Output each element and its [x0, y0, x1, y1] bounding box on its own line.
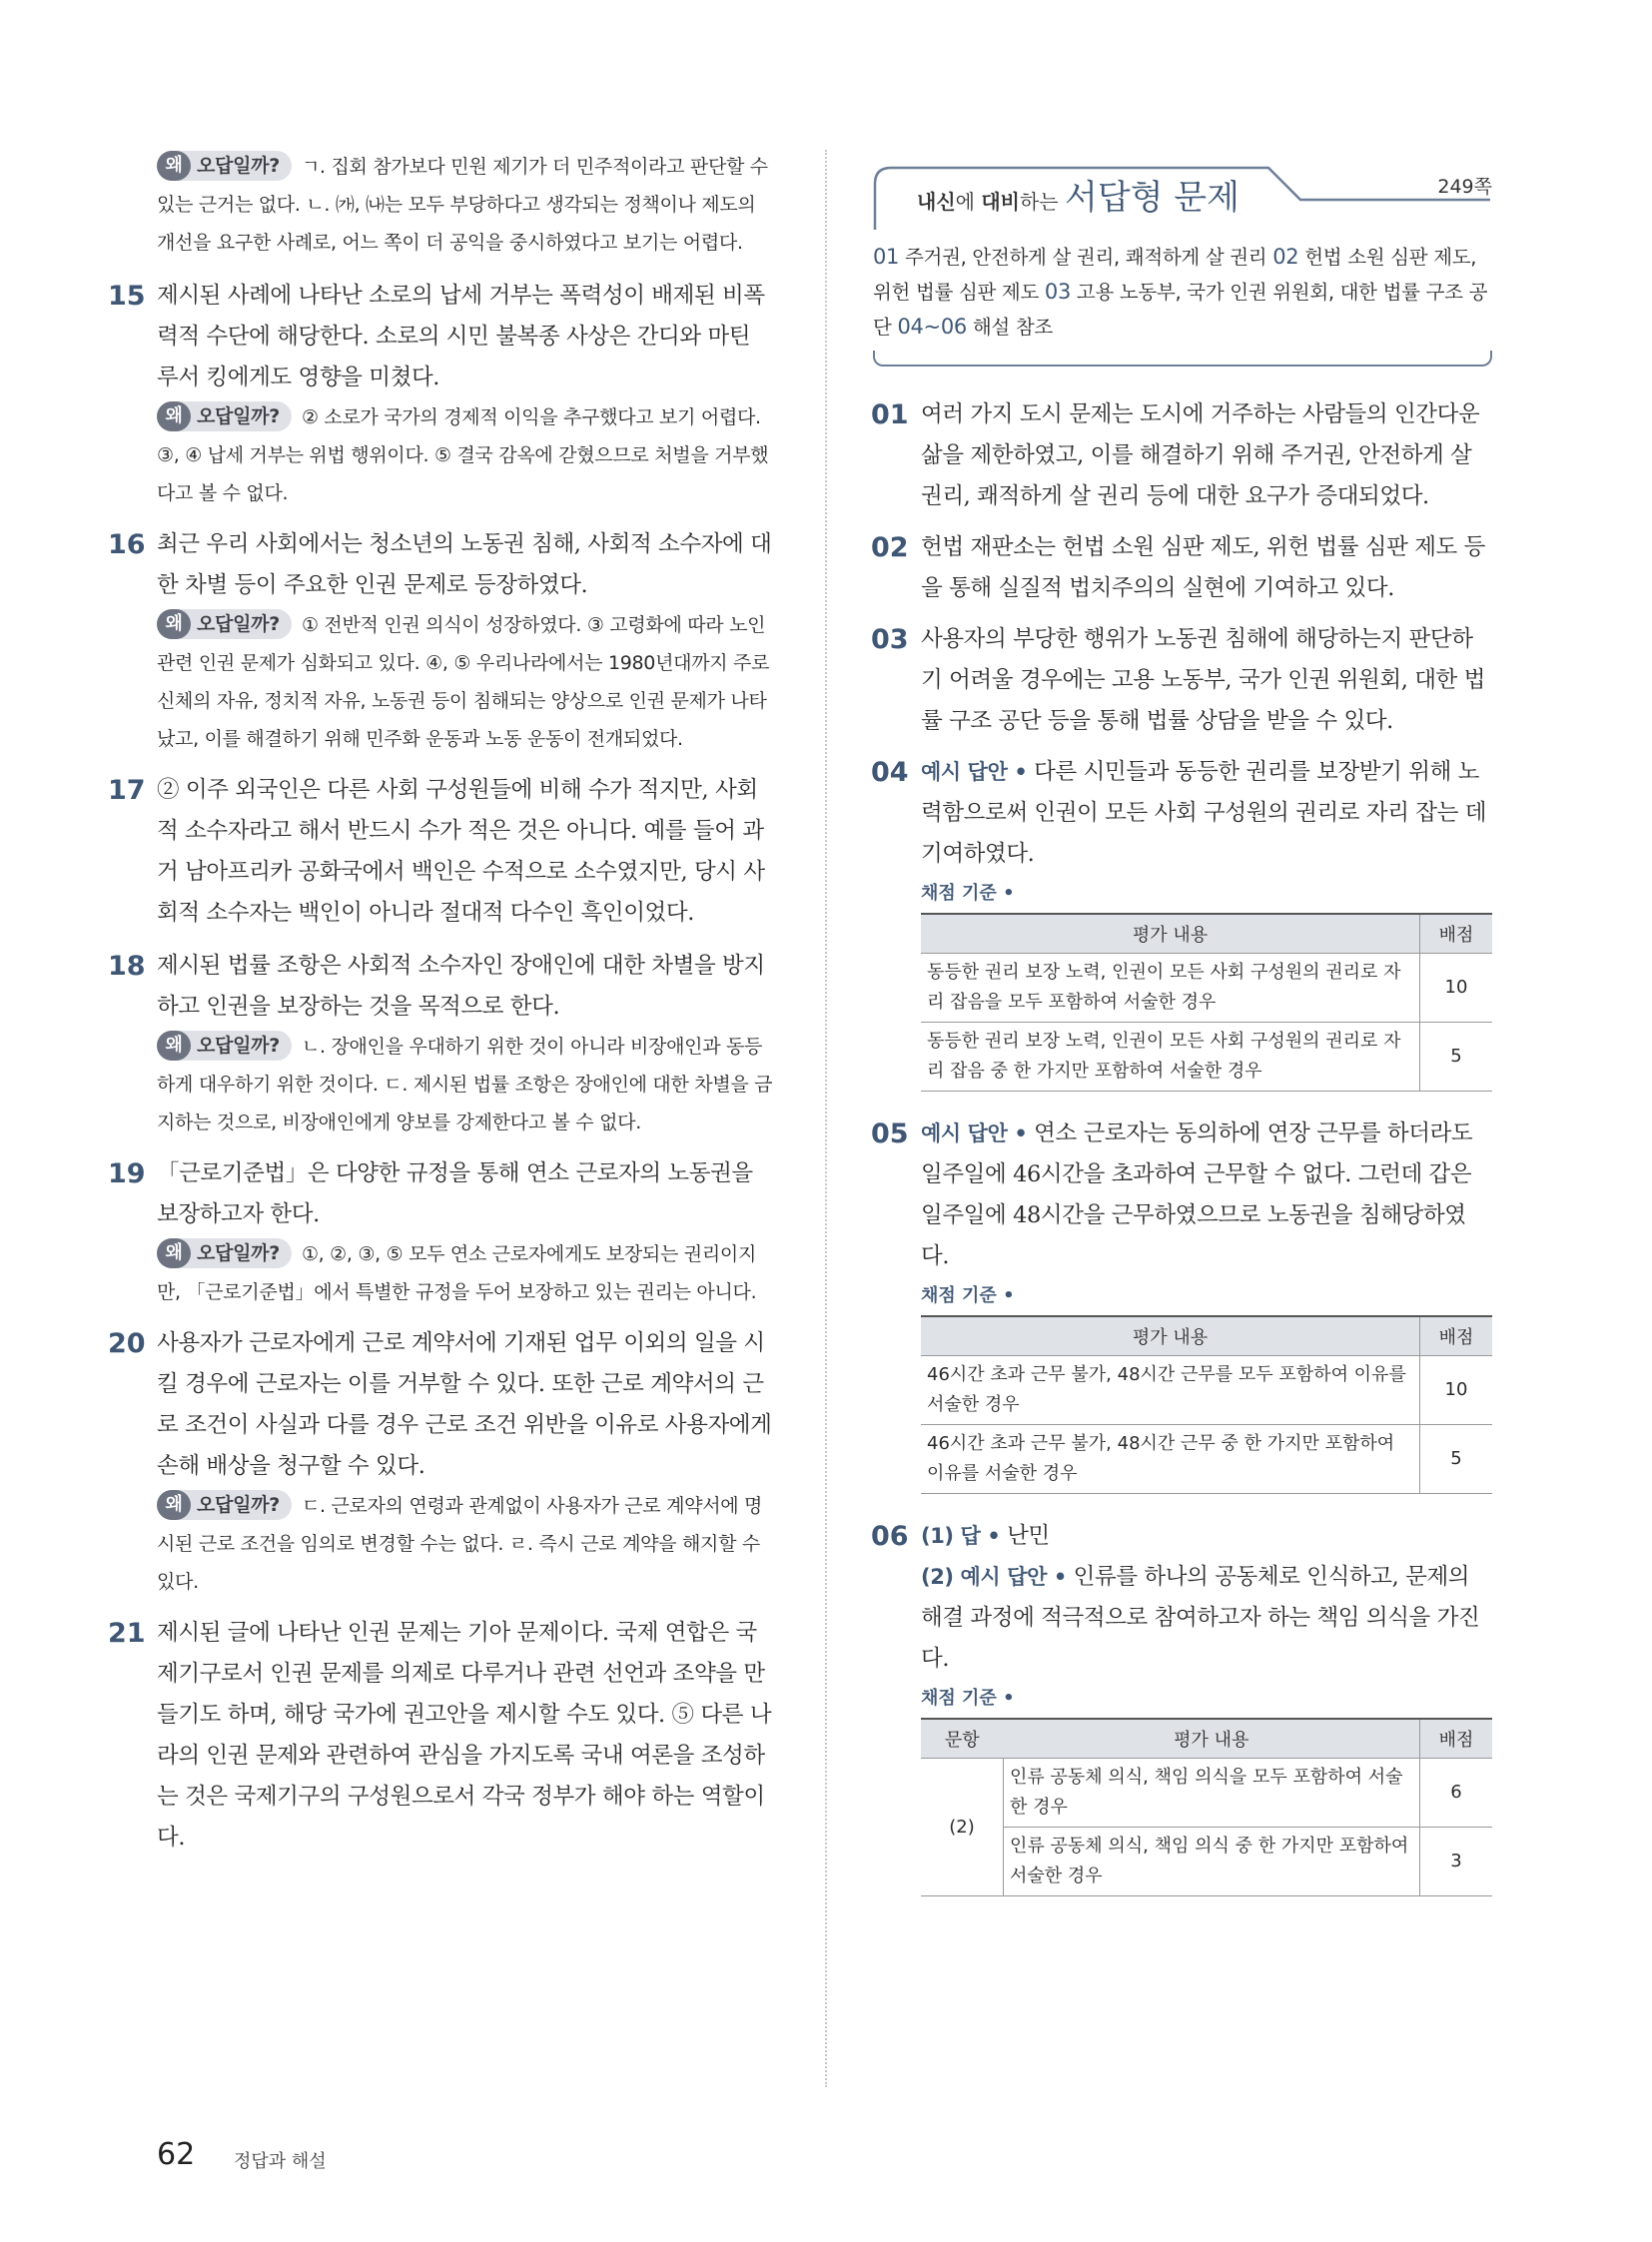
table-row [921, 1759, 1492, 1828]
scoring-table-05 [921, 1315, 1492, 1494]
col-header: 배점 [1420, 914, 1493, 954]
page-number: 62 [157, 2137, 196, 2172]
why-badge [157, 1031, 292, 1061]
answer-01 [873, 394, 1492, 517]
example-label: (2) 예시 답안 • [921, 1565, 1067, 1589]
why-label: 오답일까? [197, 1034, 280, 1057]
why-note [157, 398, 776, 512]
summary-text: 해설 참조 [966, 316, 1053, 339]
col-header: 평가 내용 [921, 1316, 1420, 1356]
why-note [157, 606, 776, 758]
why-note [157, 1235, 776, 1311]
question-number: 17 [108, 775, 146, 806]
example-label: 예시 답안 • [921, 760, 1028, 784]
why-mark: 왜 [157, 1238, 191, 1268]
col-header: 배점 [1420, 1316, 1493, 1356]
example-text: 연소 근로자는 동의하에 연장 근무를 하더라도 일주일에 46시간을 초과하여 근무할 수 없다. 그런데 갑은 일주일에 48시간을 근무하였으므로 노동권을 침해당하였다. [921, 1121, 1473, 1269]
question-18 [108, 946, 776, 1141]
question-text: 제시된 글에 나타난 인권 문제는 기아 문제이다. 국제 연합은 국제기구로서 인권 문제를 의제로 다루거나 관련 선언과 조약을 만들기도 하며, 해당 국가에 권고안을 제시할 수도 있다. ⑤ 다른 나라의 인권 문제와 관련하여 관심을 가지도록 국내 여론을 조성하는 것은 국제기구의 구성원으로서 각국 정부가 해야 하는 역할이다. [157, 1620, 772, 1851]
table-row [921, 1828, 1492, 1896]
question-15 [108, 276, 776, 512]
section-title [917, 170, 1239, 219]
summary-text: 고용 노동부, 국가 인권 위원회, 대한 법률 구조 공단 [873, 281, 1488, 339]
footer-title: 정답과 해설 [234, 2151, 327, 2172]
table-cell: 46시간 초과 근무 불가, 48시간 근무를 모두 포함하여 이유를 서술한 경우 [921, 1356, 1420, 1425]
col-header: 배점 [1420, 1719, 1493, 1759]
why-badge [157, 1238, 292, 1268]
question-17 [108, 770, 776, 934]
example-text: 인류를 하나의 공동체로 인식하고, 문제의 해결 과정에 적극적으로 참여하고자 하는 책임 의식을 가진다. [921, 1564, 1480, 1672]
why-mark: 왜 [157, 609, 191, 639]
summary-text: 주거권, 안전하게 살 권리, 쾌적하게 살 권리 [899, 246, 1273, 269]
table-cell: 동등한 권리 보장 노력, 인권이 모든 사회 구성원의 권리로 자리 잡음 중 한 가지만 포함하여 서술한 경우 [921, 1023, 1420, 1092]
table-cell: 10 [1420, 954, 1493, 1023]
column-divider [825, 150, 827, 2087]
question-20 [108, 1323, 776, 1601]
answer-number: 06 [871, 1521, 909, 1552]
answer-summary [873, 240, 1492, 345]
question-text: 「근로기준법」은 다양한 규정을 통해 연소 근로자의 노동권을 보장하고자 한다. [157, 1160, 753, 1227]
question-number: 19 [108, 1158, 146, 1189]
left-column [108, 148, 776, 1870]
col-header: 문항 [921, 1719, 1004, 1759]
scoring-table-04 [921, 913, 1492, 1092]
why-text: ㄷ. 근로자의 연령과 관계없이 사용자가 근로 계약서에 명시된 근로 조건을 임의로 변경할 수는 없다. ㄹ. 즉시 근로 계약을 해지할 수 있다. [157, 1495, 763, 1593]
table-cell: 동등한 권리 보장 노력, 인권이 모든 사회 구성원의 권리로 자리 잡음을 모두 포함하여 서술한 경우 [921, 954, 1420, 1023]
answer-text [921, 1516, 1492, 1557]
criteria-label: 채점 기준 • [921, 883, 1015, 904]
answer-text: 헌법 재판소는 헌법 소원 심판 제도, 위헌 법률 심판 제도 등을 통해 실질적 법치주의의 실현에 기여하고 있다. [921, 534, 1485, 601]
title-part: 대비 [981, 190, 1020, 214]
question-text: 제시된 법률 조항은 사회적 소수자인 장애인에 대한 차별을 방지하고 인권을 보장하는 것을 목적으로 한다. [157, 953, 765, 1020]
table-cell: 5 [1420, 1425, 1493, 1494]
answer-text [921, 1114, 1492, 1277]
answer-02 [873, 527, 1492, 609]
question-number: 16 [108, 529, 146, 560]
table-cell: 3 [1420, 1828, 1493, 1896]
answer-number: 02 [871, 532, 909, 563]
answer-number: 03 [871, 624, 909, 655]
example-label: 예시 답안 • [921, 1121, 1028, 1145]
table-cell: 46시간 초과 근무 불가, 48시간 근무 중 한 가지만 포함하여 이유를 서술한 경우 [921, 1425, 1420, 1494]
answer-number: 04 [871, 757, 909, 788]
why-text: ①, ②, ③, ⑤ 모두 연소 근로자에게도 보장되는 권리이지만, 「근로기준법」에서 특별한 규정을 두어 보장하고 있는 권리는 아니다. [157, 1243, 757, 1303]
title-part: 하는 [1019, 190, 1065, 214]
table-cell: (2) [921, 1759, 1004, 1896]
question-16 [108, 524, 776, 758]
table-row [921, 1425, 1492, 1494]
answer-03 [873, 619, 1492, 742]
why-note [157, 148, 776, 262]
summary-rule [873, 351, 1492, 367]
why-text: ② 소로가 국가의 경제적 이익을 추구했다고 보기 어렵다. ③, ④ 납세 거부는 위법 행위이다. ⑤ 결국 감옥에 갇혔으므로 처벌을 거부했다고 볼 수 없다. [157, 406, 769, 504]
question-text: 제시된 사례에 나타난 소로의 납세 거부는 폭력성이 배제된 비폭력적 수단에 해당한다. 소로의 시민 불복종 사상은 간디와 마틴 루서 킹에게도 영향을 미쳤다. [157, 283, 765, 390]
criteria-label: 채점 기준 • [921, 1688, 1015, 1709]
why-badge [157, 151, 292, 181]
answer-value: 난민 [1000, 1523, 1050, 1549]
table-cell: 인류 공동체 의식, 책임 의식을 모두 포함하여 서술한 경우 [1004, 1759, 1420, 1828]
section-header [873, 160, 1492, 232]
answer-04 [873, 752, 1492, 875]
answer-06 [873, 1516, 1492, 1680]
question-number: 20 [108, 1328, 146, 1359]
why-text: ㄱ. 집회 참가보다 민원 제기가 더 민주적이라고 판단할 수 있는 근거는 없다. ㄴ. ㈎, ㈏는 모두 부당하다고 생각되는 정책이나 제도의 개선을 요구한 사례로, 어느 쪽이 더 공익을 중시하였다고 보기는 어렵다. [157, 156, 768, 254]
answer-number: 01 [871, 399, 909, 430]
table-cell: 10 [1420, 1356, 1493, 1425]
summary-number: 01 [873, 245, 900, 269]
right-column [873, 160, 1492, 1896]
why-badge [157, 401, 292, 431]
table-cell: 6 [1420, 1759, 1493, 1828]
question-number: 15 [108, 281, 146, 312]
answer-text [921, 1557, 1492, 1680]
why-badge [157, 1490, 292, 1520]
why-label: 오답일까? [197, 404, 280, 427]
answer-text [921, 752, 1492, 875]
title-part: 내신 [917, 190, 956, 214]
question-21 [108, 1613, 776, 1859]
criteria-label: 채점 기준 • [921, 1285, 1015, 1306]
why-badge [157, 609, 292, 639]
why-label: 오답일까? [197, 154, 280, 177]
why-label: 오답일까? [197, 1241, 280, 1264]
example-text: 다른 시민들과 동등한 권리를 보장받기 위해 노력함으로써 인권이 모든 사회 구성원의 권리로 자리 잡는 데 기여하였다. [921, 759, 1487, 867]
why-mark: 왜 [157, 1031, 191, 1061]
scoring-table-06 [921, 1718, 1492, 1896]
question-text: 최근 우리 사회에서는 청소년의 노동권 침해, 사회적 소수자에 대한 차별 등이 주요한 인권 문제로 등장하였다. [157, 531, 772, 598]
why-note [157, 1487, 776, 1601]
title-part: 에 [955, 190, 982, 214]
why-mark: 왜 [157, 1490, 191, 1520]
question-text: ② 이주 외국인은 다른 사회 구성원들에 비해 수가 적지만, 사회적 소수자라고 해서 반드시 수가 적은 것은 아니다. 예를 들어 과거 남아프리카 공화국에서 백인은 수적으로 소수였지만, 당시 사회적 소수자는 백인이 아니라 절대적 다수인 흑인이었다. [157, 777, 765, 926]
page-reference: 249쪽 [1437, 176, 1492, 198]
title-main: 서답형 문제 [1064, 178, 1239, 218]
table-row [921, 1356, 1492, 1425]
why-text: ① 전반적 인권 의식이 성장하였다. ③ 고령화에 따라 노인 관련 인권 문제가 심화되고 있다. ④, ⑤ 우리나라에서는 1980년대까지 주로 신체의 자유, 정치적 자유, 노동권 등이 침해되는 양상으로 인권 문제가 나타났고, 이를 해결하기 위해 민주화 운동과 노동 운동이 전개되었다. [157, 614, 770, 750]
col-header: 평가 내용 [1004, 1719, 1420, 1759]
answer-text: 여러 가지 도시 문제는 도시에 거주하는 사람들의 인간다운 삶을 제한하였고, 이를 해결하기 위해 주거권, 안전하게 살 권리, 쾌적하게 살 권리 등에 대한 요구가 증대되었다. [921, 401, 1480, 509]
summary-number: 03 [1044, 280, 1072, 304]
table-cell: 인류 공동체 의식, 책임 의식 중 한 가지만 포함하여 서술한 경우 [1004, 1828, 1420, 1896]
why-mark: 왜 [157, 401, 191, 431]
answer-text: 사용자의 부당한 행위가 노동권 침해에 해당하는지 판단하기 어려울 경우에는 고용 노동부, 국가 인권 위원회, 대한 법률 구조 공단 등을 통해 법률 상담을 받을 수 있다. [921, 626, 1485, 734]
question-number: 18 [108, 951, 146, 982]
table-row [921, 1023, 1492, 1092]
summary-number: 04~06 [897, 315, 967, 339]
answer-label: (1) 답 • [921, 1524, 1001, 1548]
answer-number: 05 [871, 1119, 909, 1149]
why-label: 오답일까? [197, 612, 280, 635]
table-row [921, 954, 1492, 1023]
question-text: 사용자가 근로자에게 근로 계약서에 기재된 업무 이외의 일을 시킬 경우에 근로자는 이를 거부할 수 있다. 또한 근로 계약서의 근로 조건이 사실과 다를 경우 근로 조건 위반을 이유로 사용자에게 손해 배상을 청구할 수 있다. [157, 1330, 772, 1479]
table-cell: 5 [1420, 1023, 1493, 1092]
why-label: 오답일까? [197, 1493, 280, 1516]
answer-05 [873, 1114, 1492, 1277]
question-19 [108, 1153, 776, 1311]
col-header: 평가 내용 [921, 914, 1420, 954]
why-mark: 왜 [157, 151, 191, 181]
why-text: ㄴ. 장애인을 우대하기 위한 것이 아니라 비장애인과 동등하게 대우하기 위한 것이다. ㄷ. 제시된 법률 조항은 장애인에 대한 차별을 금지하는 것으로, 비장애인에게 양보를 강제한다고 볼 수 없다. [157, 1036, 773, 1133]
why-note [157, 1028, 776, 1141]
question-number: 21 [108, 1618, 146, 1649]
summary-text: 헌법 소원 심판 제도, 위헌 법률 심판 제도 [873, 246, 1477, 304]
summary-number: 02 [1272, 245, 1299, 269]
